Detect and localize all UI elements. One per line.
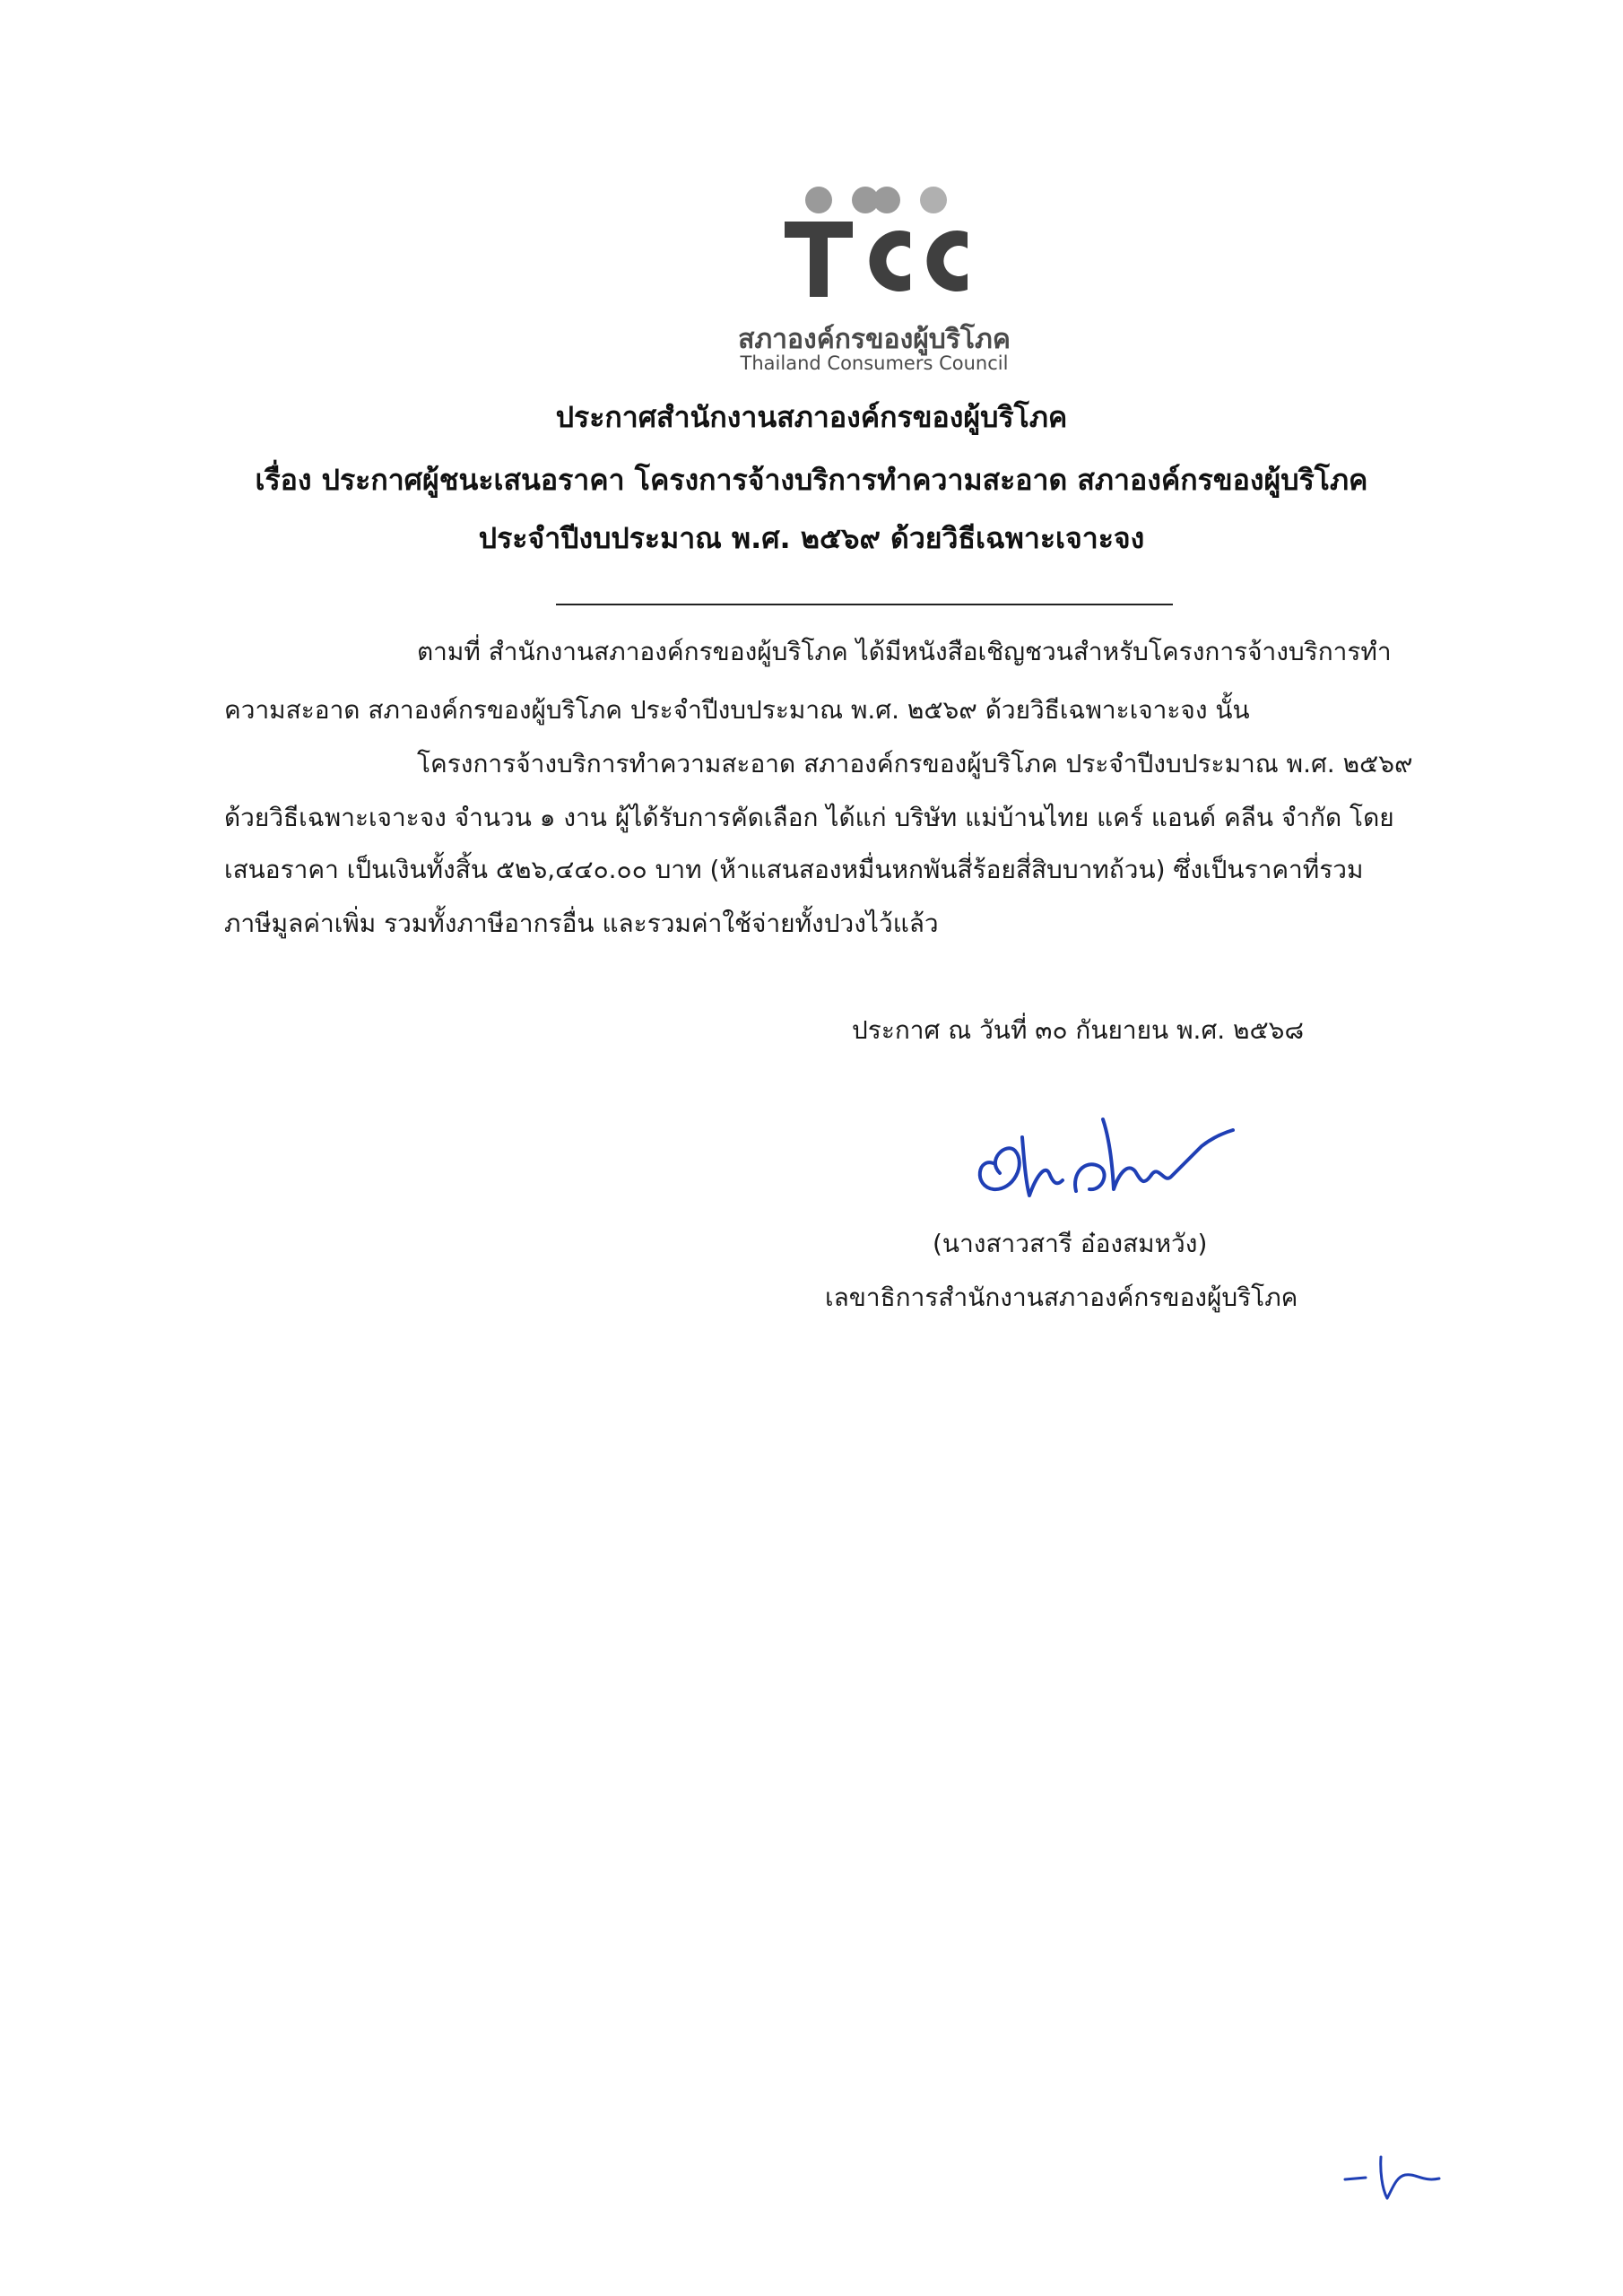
paragraph-2-line-1: โครงการจ้างบริการทำความสะอาด สภาองค์กรของผู้บริโภค ประจำปีงบประมาณ พ.ศ. ๒๕๖๙ bbox=[417, 749, 1413, 778]
announcement-subject-cont: ประจำปีงบประมาณ พ.ศ. ๒๕๖๙ ด้วยวิธีเฉพาะเจาะจง bbox=[478, 521, 1145, 555]
initial-mark bbox=[1341, 2139, 1448, 2206]
paragraph-1-line-1: ตามที่ สำนักงานสภาองค์กรของผู้บริโภค ได้มีหนังสือเชิญชวนสำหรับโครงการจ้างบริการทำ bbox=[417, 637, 1392, 666]
announcement-date: ประกาศ ณ วันที่ ๓๐ กันยายน พ.ศ. ๒๕๖๘ bbox=[852, 1015, 1305, 1045]
logo-name-thai: สภาองค์กรของผู้บริโภค bbox=[738, 324, 1011, 355]
logo-name-english: Thailand Consumers Council bbox=[740, 352, 1009, 374]
handwritten-signature bbox=[959, 1110, 1246, 1209]
paragraph-2-line-2: ด้วยวิธีเฉพาะเจาะจง จำนวน ๑ งาน ผู้ได้รับการคัดเลือก ได้แก่ บริษัท แม่บ้านไทย แคร์ แอนด์ คลีน จำกัด โดย bbox=[224, 803, 1394, 832]
signatory-name: (นางสาวสารี อ๋องสมหวัง) bbox=[933, 1229, 1208, 1258]
signatory-position: เลขาธิการสำนักงานสภาองค์กรของผู้บริโภค bbox=[825, 1283, 1298, 1312]
tcc-logo bbox=[731, 184, 1018, 377]
paragraph-1-line-2: ความสะอาด สภาองค์กรของผู้บริโภค ประจำปีงบประมาณ พ.ศ. ๒๕๖๙ ด้วยวิธีเฉพาะเจาะจง นั้น bbox=[224, 695, 1250, 725]
paragraph-2-line-4: ภาษีมูลค่าเพิ่ม รวมทั้งภาษีอากรอื่น และรวมค่าใช้จ่ายทั้งปวงไว้แล้ว bbox=[224, 909, 939, 938]
announcement-subject: เรื่อง ประกาศผู้ชนะเสนอราคา โครงการจ้างบริการทำความสะอาด สภาองค์กรของผู้บริโภค bbox=[255, 463, 1368, 497]
heading-divider bbox=[556, 604, 1173, 605]
paragraph-2-line-3: เสนอราคา เป็นเงินทั้งสิ้น ๕๒๖,๔๔๐.๐๐ บาท (ห้าแสนสองหมื่นหกพันสี่ร้อยสี่สิบบาทถ้วน) ซึ่งเป็นราคาที่รวม bbox=[224, 855, 1364, 884]
tcc-logo-mark bbox=[776, 184, 973, 300]
announcement-title: ประกาศสำนักงานสภาองค์กรของผู้บริโภค bbox=[555, 400, 1068, 434]
